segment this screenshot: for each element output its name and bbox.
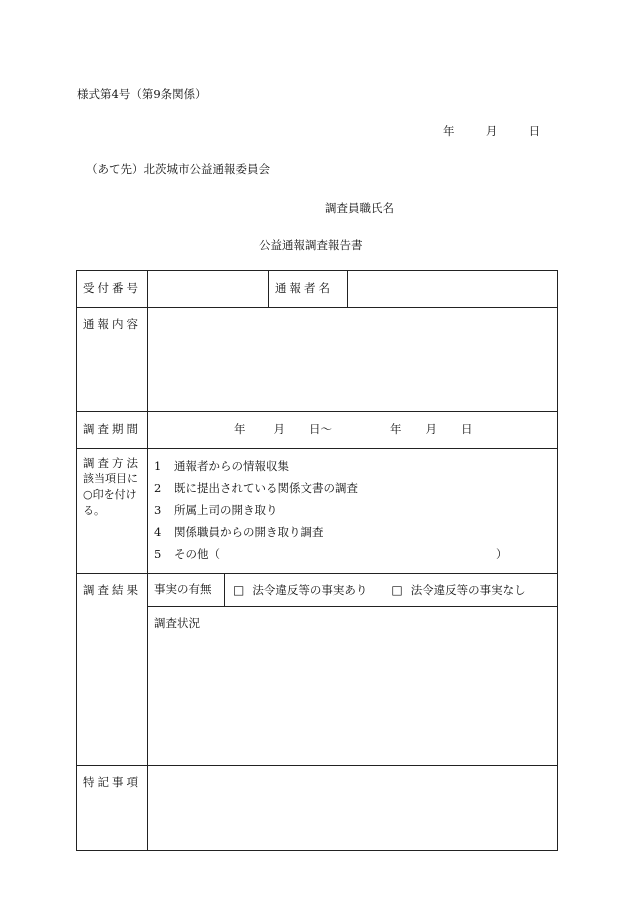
checkbox-icon[interactable]: □ [391,582,403,597]
investigation-status-field[interactable] [148,607,558,766]
method-item[interactable]: 2 既に提出されている関係文書の調査 [154,481,358,495]
fact-existence-label: 事実の有無 [148,574,225,607]
date-year: 年 [443,124,455,138]
report-content-field[interactable] [148,308,558,412]
method-item[interactable]: 4 関係職員からの開き取り調査 [154,525,324,539]
investigator-name-label: 調査員職氏名 [325,201,394,215]
period-end-year: 年 [390,422,402,437]
method-item[interactable]: 3 所属上司の開き取り [154,503,278,517]
investigation-period-label: 調査期間 [77,412,148,449]
special-notes-label: 特記事項 [77,766,148,851]
method-item[interactable]: 1 通報者からの情報収集 [154,459,289,473]
row-notes [77,766,558,851]
period-start-day: 日～ [309,422,332,437]
row-result-status [77,607,558,766]
fact-options [225,574,558,607]
period-end-day: 日 [461,422,473,437]
other-close-paren: ） [496,547,508,561]
date-day: 日 [528,124,541,138]
row-content [77,308,558,412]
fact-yes-option[interactable]: □ 法令違反等の事実あり [233,582,368,597]
row-result-fact [77,574,558,607]
method-item-other[interactable]: 5 その他（ ） [154,543,557,565]
special-notes-field[interactable] [148,766,558,851]
fact-no-option[interactable]: □ 法令違反等の事実なし [391,582,526,597]
report-content-label: 通報内容 [77,308,148,412]
period-start-month: 月 [273,422,285,437]
method-list [148,449,558,574]
form-number: 様式第4号（第9条関係） [77,87,207,101]
investigation-period-field[interactable] [148,412,558,449]
report-date [443,123,540,139]
whistleblower-name-field[interactable] [348,271,558,308]
addressee: （あて先）北茨城市公益通報委員会 [86,162,270,176]
checkbox-icon[interactable]: □ [233,582,245,597]
document-title: 公益通報調査報告書 [259,238,363,252]
report-table [76,270,558,851]
receipt-number-label: 受付番号 [77,271,148,308]
row-period [77,412,558,449]
row-method [77,449,558,574]
investigation-status-label: 調査状況 [154,616,200,630]
method-instruction: 該当項目に○印を付ける。 [83,471,138,517]
receipt-number-field[interactable] [148,271,269,308]
period-end-month: 月 [425,422,437,437]
date-month: 月 [485,124,498,138]
row-receipt [77,271,558,308]
whistleblower-name-label: 通報者名 [269,271,348,308]
period-start-year: 年 [234,422,246,437]
method-title: 調査方法 [83,456,141,470]
investigation-method-label [77,449,148,574]
investigation-result-label: 調査結果 [77,574,148,766]
